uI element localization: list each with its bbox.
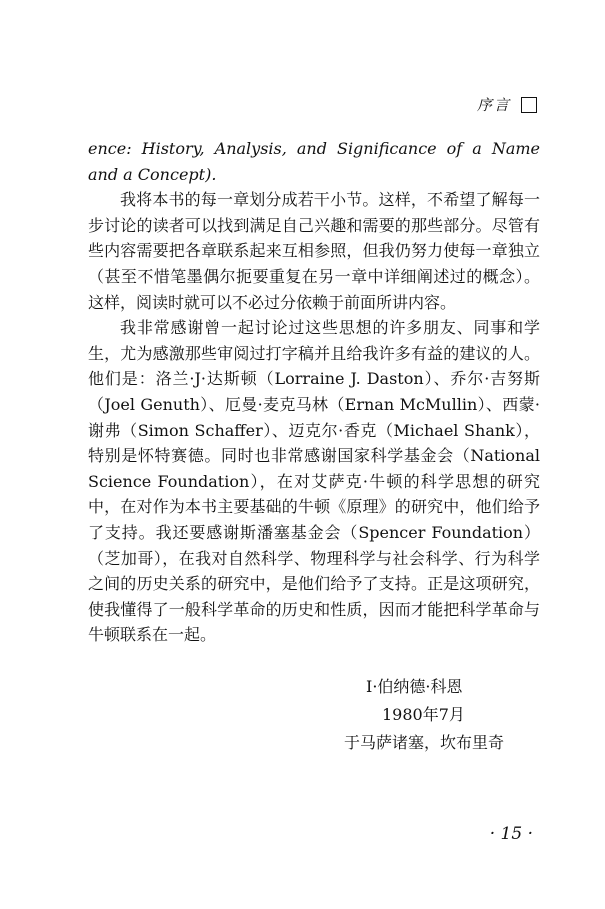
main-text bbox=[88, 136, 540, 648]
running-header bbox=[477, 94, 537, 115]
paragraph-acknowledgements: 我非常感谢曾一起讨论过这些思想的许多朋友、同事和学生，尤为感激那些审阅过打字稿并且给我许多有益的建议的人。他们是：洛兰·J·达斯顿（Lorraine J. Daston）、乔尔·吉努斯（Joel Genuth）、厄曼·麦克马林（Ernan McMullin）、西蒙·谢弗（Simon Schaffer）、迈克尔·香克（Michael Shank），特别是怀特赛德。同时也非常感谢国家科学基金会（National Science Foundation），在对艾萨克·牛顿的科学思想的研究中，在对作为本书主要基础的牛顿《原理》的研究中，他们给予了支持。我还要感谢斯潘塞基金会（Spencer Foundation）（芝加哥），在我对自然科学、物理科学与社会科学、行为科学之间的历史关系的研究中，是他们给予了支持。正是这项研究，使我懂得了一般科学革命的历史和性质，因而才能把科学革命与牛顿联系在一起。 bbox=[88, 318, 540, 645]
signature-place: 于马萨诸塞，坎布里奇 bbox=[344, 733, 505, 752]
signature-name: I·伯纳德·科恩 bbox=[366, 677, 463, 696]
signature-date: 1980年7月 bbox=[382, 705, 465, 724]
paragraph-sections: 我将本书的每一章划分成若干小节。这样，不希望了解每一步讨论的读者可以找到满足自己兴趣和需要的那些部分。尽管有些内容需要把各章联系起来互相参照，但我仍努力使每一章独立（甚至不惜笔墨偶尔扼要重复在另一章中详细阐述过的概念）。这样，阅读时就可以不必过分依赖于前面所讲内容。 bbox=[88, 190, 540, 312]
page-number: · 15 · bbox=[489, 824, 533, 844]
continuation-paragraph: ence: History, Analysis, and Significance of a Name and a Concept). bbox=[88, 139, 540, 184]
header-title: 序言 bbox=[476, 96, 511, 114]
header-box-icon bbox=[521, 97, 537, 113]
